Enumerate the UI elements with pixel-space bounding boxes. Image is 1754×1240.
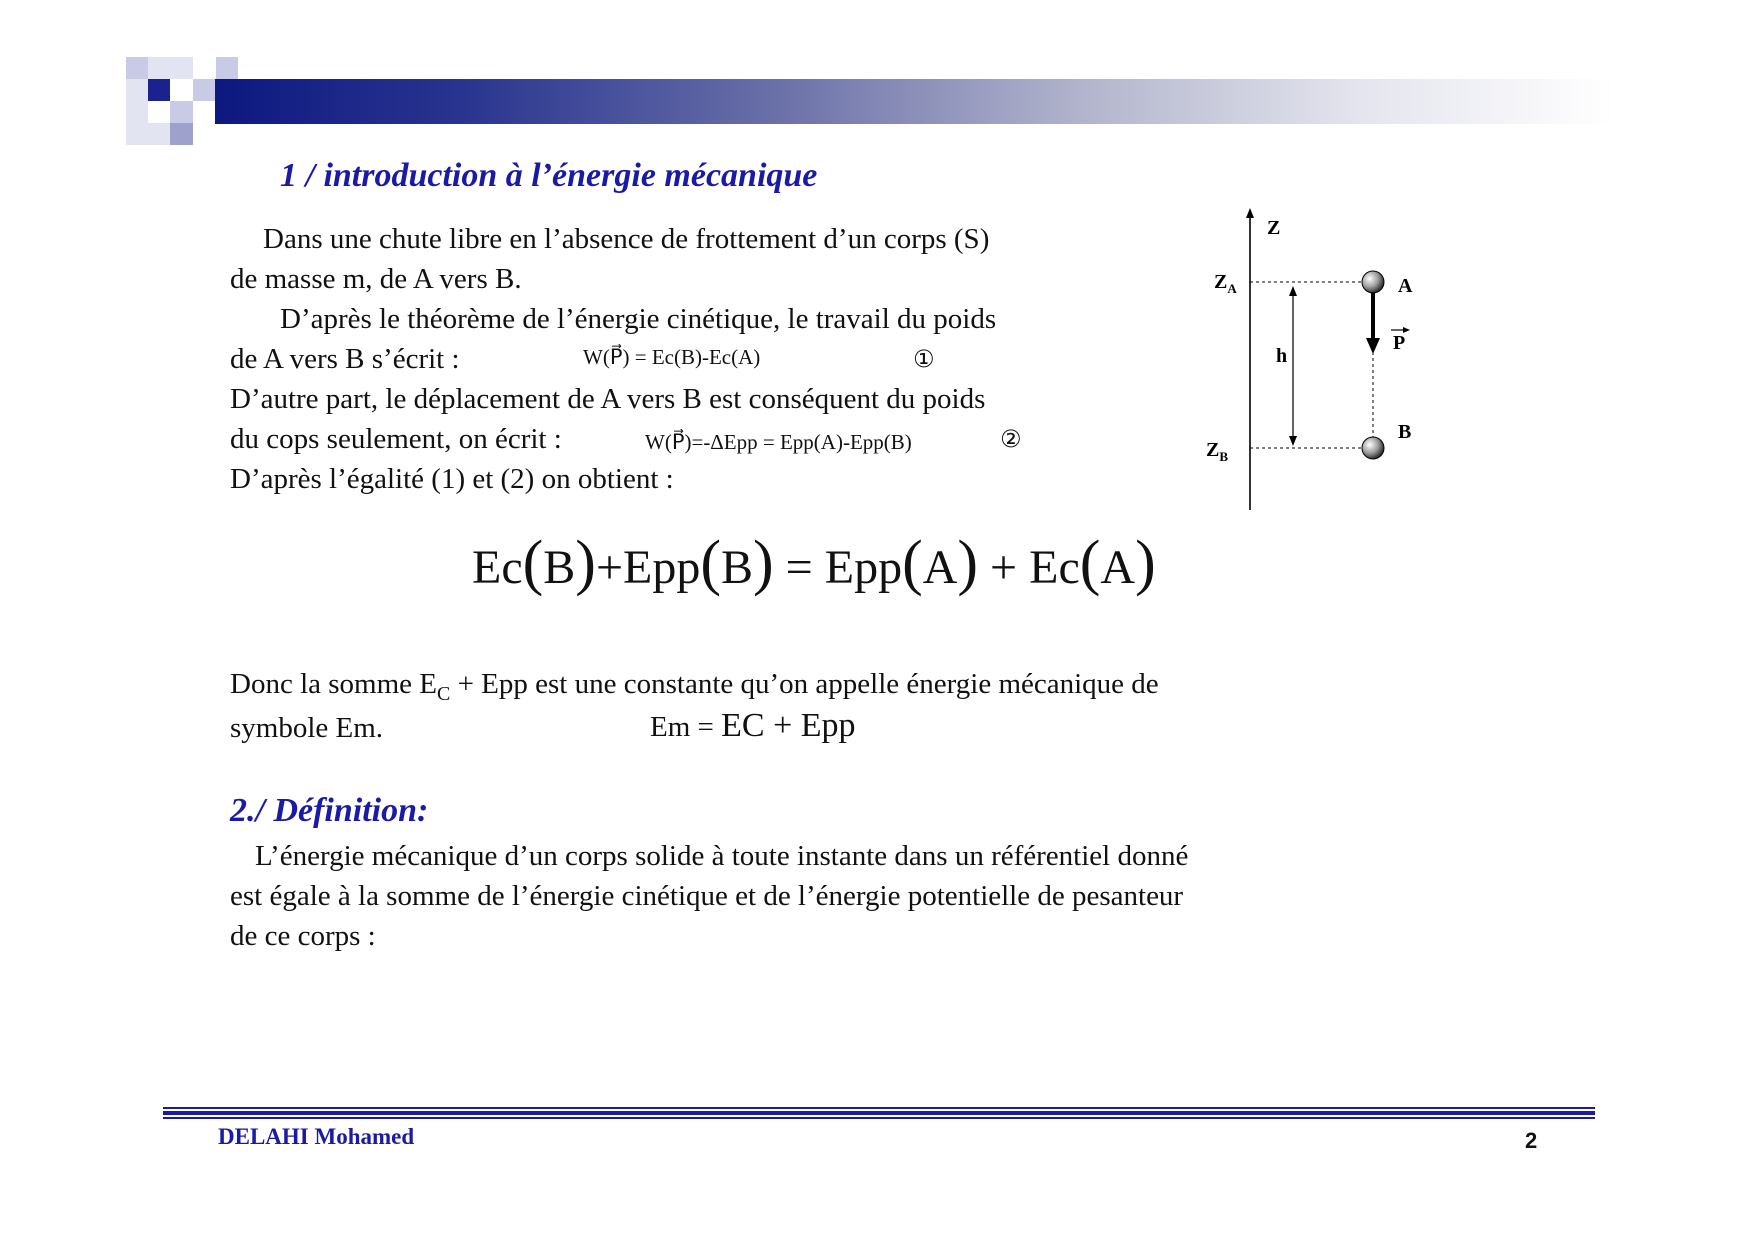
- header-square: [170, 101, 193, 123]
- header-square: [126, 79, 148, 101]
- text-span: + Epp est une constante qu’on appelle énergie mécanique de: [450, 668, 1159, 700]
- section-2-title: 2./ Définition:: [230, 792, 429, 829]
- paragraph-line: L’énergie mécanique d’un corps solide à toute instante dans un référentiel donné: [255, 840, 1189, 872]
- equation-marker-1: ①: [913, 345, 935, 373]
- eq-arg: A: [1100, 541, 1136, 594]
- equation-marker-2: ②: [1000, 425, 1022, 453]
- paragraph-line: de A vers B s’écrit :: [230, 343, 460, 375]
- equation-work-potential: W(P⃗)=-ΔEpp = Epp(A)-Epp(B): [645, 430, 912, 454]
- header-square: [126, 123, 170, 145]
- paragraph-line: de ce corps :: [230, 920, 376, 952]
- header-square: [148, 79, 170, 101]
- eq-arg: B: [721, 541, 754, 594]
- eq-term: + Ec: [990, 541, 1080, 594]
- eq-term: +Epp: [595, 541, 701, 594]
- paragraph-line: Dans une chute libre en l’absence de frottement d’un corps (S): [263, 223, 990, 255]
- paragraph-line: est égale à la somme de l’énergie cinétique et de l’énergie potentielle de pesanteur: [230, 880, 1184, 912]
- weight-vector-arrowhead: [1366, 338, 1380, 354]
- text-span: Donc la somme E: [230, 668, 437, 700]
- paragraph-line: du cops seulement, on écrit :: [230, 423, 562, 455]
- footer-author: DELAHI Mohamed: [218, 1124, 415, 1149]
- header-square: [148, 57, 193, 79]
- eq-arg: B: [543, 541, 576, 594]
- header-gradient-bar: [215, 79, 1615, 124]
- point-a-label: A: [1398, 275, 1413, 297]
- paragraph-line: de masse m, de A vers B.: [230, 263, 522, 295]
- paragraph-line: D’après le théorème de l’énergie cinétique, le travail du poids: [280, 303, 997, 335]
- header-square: [170, 123, 193, 145]
- footer-rule: [163, 1107, 1595, 1119]
- header-square: [126, 101, 148, 123]
- point-b-label: B: [1398, 421, 1412, 443]
- z-axis-label: Z: [1267, 217, 1281, 239]
- ball-b: [1362, 437, 1384, 459]
- header-square: [126, 57, 148, 79]
- text-span: EC + Epp: [721, 707, 856, 744]
- header-square: [193, 79, 215, 101]
- height-arrowhead-down: [1289, 436, 1297, 446]
- energy-conservation-equation: Ec(B)+Epp(B) = Epp(A) + Ec(A): [472, 529, 1156, 597]
- height-arrowhead-up: [1289, 286, 1297, 296]
- section-1-title: 1 / introduction à l’énergie mécanique: [280, 157, 818, 194]
- paragraph-line: symbole Em.: [230, 712, 384, 744]
- mechanical-energy-equation: [650, 706, 856, 747]
- z-axis-arrowhead: [1246, 208, 1254, 218]
- eq-term: = Epp: [785, 541, 903, 594]
- zb-label: $Z_B$: [1206, 439, 1229, 464]
- free-fall-diagram: [1190, 200, 1440, 520]
- page-number: 2: [1525, 1128, 1538, 1153]
- paragraph-line: D’autre part, le déplacement de A vers B est conséquent du poids: [230, 383, 986, 415]
- subscript: C: [436, 682, 451, 705]
- eq-term: Ec: [472, 541, 523, 594]
- text-span: Em =: [650, 711, 722, 743]
- za-label: $Z_A$: [1214, 271, 1237, 296]
- paragraph-line: D’après l’égalité (1) et (2) on obtient :: [230, 463, 674, 495]
- height-label: h: [1276, 345, 1288, 367]
- ball-a: [1362, 271, 1384, 293]
- header-square: [216, 57, 238, 79]
- eq-arg: A: [922, 541, 958, 594]
- force-label: P: [1393, 332, 1406, 354]
- equation-work-kinetic: W(P⃗) = Ec(B)-Ec(A): [583, 345, 761, 369]
